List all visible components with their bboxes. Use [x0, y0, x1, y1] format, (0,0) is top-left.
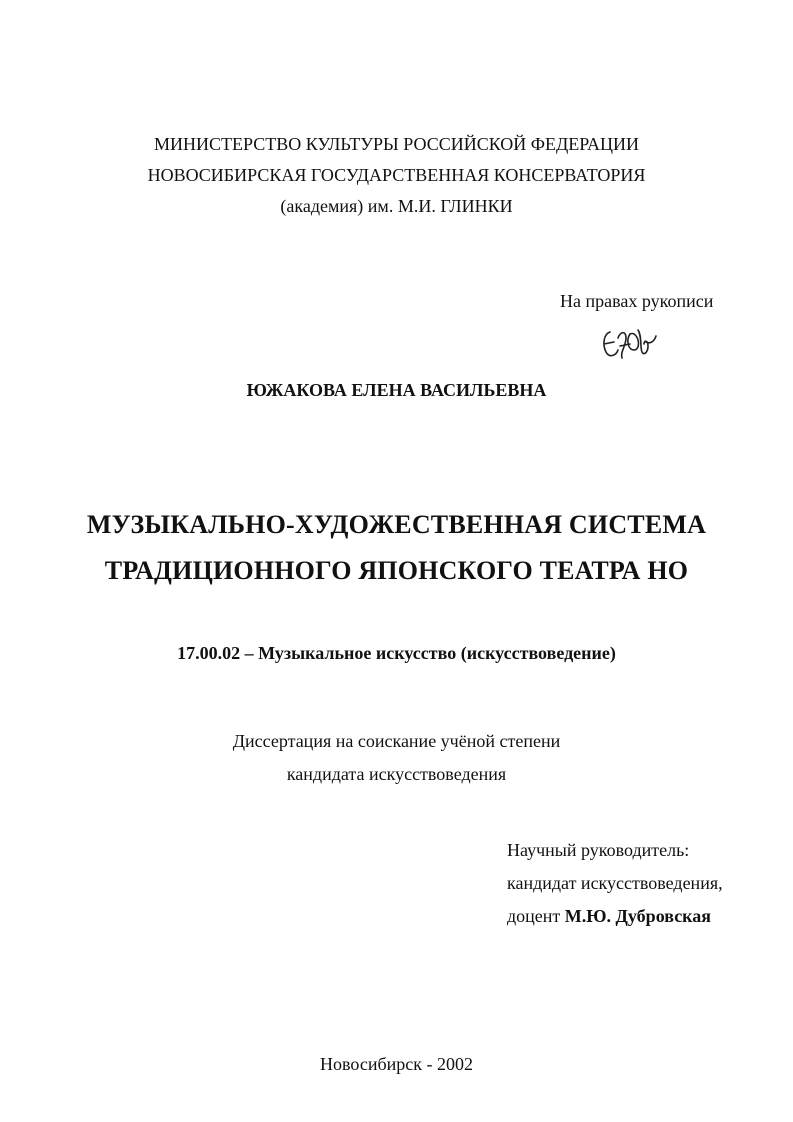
advisor-name: М.Ю. Дубровская: [564, 906, 712, 926]
manuscript-rights-note: На правах рукописи: [560, 291, 714, 311]
conservatory-line: НОВОСИБИРСКАЯ ГОСУДАРСТВЕННАЯ КОНСЕРВАТОРИЯ: [147, 165, 646, 185]
dissertation-line-2: кандидата искусствоведения: [286, 764, 507, 784]
author-name: ЮЖАКОВА ЕЛЕНА ВАСИЛЬЕВНА: [246, 380, 547, 400]
ministry-line: МИНИСТЕРСТВО КУЛЬТУРЫ РОССИЙСКОЙ ФЕДЕРАЦИИ: [154, 134, 639, 154]
advisor-title-prefix: доцент: [507, 906, 561, 926]
advisor-title-name: [507, 906, 711, 927]
advisor-label: Научный руководитель:: [507, 840, 690, 860]
signature-image: [596, 322, 660, 368]
specialty-code: 17.00.02 – Музыкальное искусство (искусствоведение): [177, 643, 616, 663]
place-year: Новосибирск - 2002: [320, 1054, 473, 1074]
dissertation-line-1: Диссертация на соискание учёной степени: [232, 731, 561, 751]
academy-line: (академия) им. М.И. ГЛИНКИ: [280, 196, 513, 216]
advisor-degree: кандидат искусствоведения,: [507, 873, 723, 893]
thesis-title-line-1: МУЗЫКАЛЬНО-ХУДОЖЕСТВЕННАЯ СИСТЕМА: [86, 510, 707, 539]
thesis-title-line-2: ТРАДИЦИОННОГО ЯПОНСКОГО ТЕАТРА НО: [104, 556, 689, 585]
